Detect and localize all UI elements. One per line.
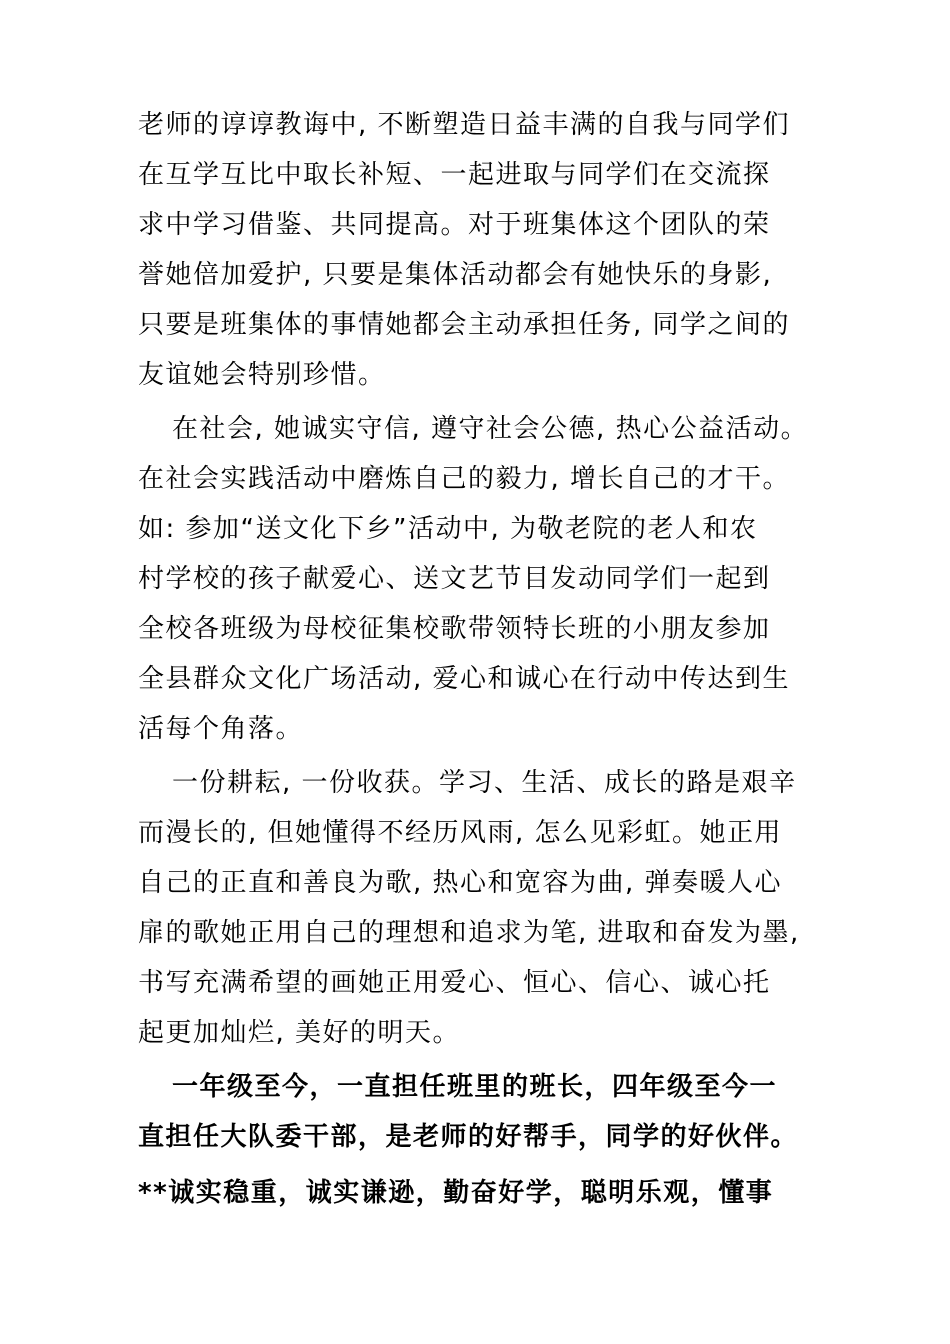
paragraph-2-line-4: 村学校的孩子献爱心、送文艺节目发动同学们一起到 [138,564,771,594]
paragraph-3-line-2: 而漫长的, 但她懂得不经历风雨, 怎么见彩虹。她正用 [138,818,783,848]
paragraph-2-line-3: 如: 参加“送文化下乡”活动中, 为敬老院的老人和农 [138,514,758,544]
paragraph-2-line-2: 在社会实践活动中磨炼自己的毅力, 增长自己的才干。 [138,464,791,494]
paragraph-1-line-2: 在互学互比中取长补短、一起进取与同学们在交流探 [138,160,771,190]
paragraph-1-line-1: 老师的谆谆教诲中, 不断塑造日益丰满的自我与同学们 [138,110,791,140]
paragraph-2-line-6: 全县群众文化广场活动, 爱心和诚心在行动中传达到生 [138,664,791,694]
paragraph-1-line-5: 只要是班集体的事情她都会主动承担任务, 同学之间的 [138,310,791,340]
paragraph-1-line-6: 友谊她会特别珍惜。 [138,360,386,390]
paragraph-3-line-5: 书写充满希望的画她正用爱心、恒心、信心、诚心托 [138,968,771,998]
paragraph-1-line-4: 誉她倍加爱护, 只要是集体活动都会有她快乐的身影, [138,260,773,290]
paragraph-3-line-6: 起更加灿烂, 美好的明天。 [138,1018,461,1048]
paragraph-2-line-7: 活每个角落。 [138,714,304,744]
paragraph-4-line-2: 直担任大队委干部，是老师的好帮手，同学的好伙伴。 [138,1122,799,1152]
paragraph-1-line-3: 求中学习借鉴、共同提高。对于班集体这个团队的荣 [138,210,771,240]
paragraph-4-line-1: 一年级至今，一直担任班里的班长，四年级至今一 [172,1072,778,1102]
paragraph-2-line-1: 在社会, 她诚实守信, 遵守社会公德, 热心公益活动。 [172,414,809,444]
paragraph-5-line-1: **诚实稳重，诚实谦逊，勤奋好学，聪明乐观，懂事 [138,1178,774,1208]
paragraph-3-line-1: 一份耕耘, 一份收获。学习、生活、成长的路是艰辛 [172,768,797,798]
paragraph-3-line-3: 自己的正直和善良为歌, 热心和宽容为曲, 弹奏暖人心 [138,868,783,898]
paragraph-3-line-4: 扉的歌她正用自己的理想和追求为笔, 进取和奋发为墨, [138,918,800,948]
paragraph-2-line-5: 全校各班级为母校征集校歌带领特长班的小朋友参加 [138,614,771,644]
